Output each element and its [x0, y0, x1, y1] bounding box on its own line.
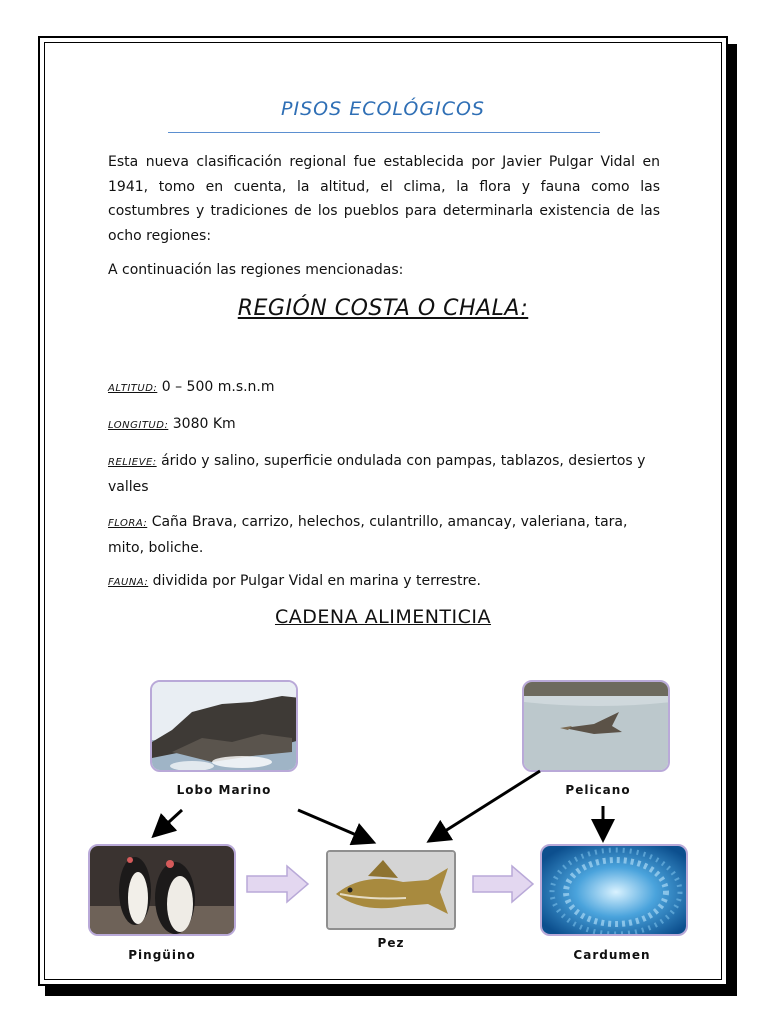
field-value: 3080 Km: [172, 416, 236, 432]
label-pelicano: Pelicano: [565, 783, 631, 797]
arrow-lobo-to-pez: [298, 810, 368, 840]
label-pinguino: Pingüino: [128, 948, 196, 962]
arrow-pinguino-to-pez: [247, 866, 308, 902]
chain-heading: CADENA ALIMENTICIA: [274, 606, 492, 628]
field-value: 0 – 500 m.s.n.m: [161, 379, 275, 395]
field-label: FAUNA:: [108, 577, 149, 588]
field-value: dividida por Pulgar Vidal en marina y terrestre.: [152, 573, 481, 589]
field-label: RELIEVE:: [108, 457, 157, 468]
label-pez: Pez: [377, 936, 405, 950]
document-page: [38, 36, 728, 986]
label-cardumen: Cardumen: [573, 948, 651, 962]
label-lobo-marino: Lobo Marino: [176, 783, 272, 797]
arrow-pelicano-to-pez: [434, 771, 540, 838]
field-value: Caña Brava, carrizo, helechos, culantrillo, amancay, valeriana, tara, mito, boliche.: [108, 514, 628, 556]
region-heading: REGIÓN COSTA O CHALA:: [237, 296, 529, 321]
lead-paragraph: A continuación las regiones mencionadas:: [108, 262, 404, 278]
field-label: ALTITUD:: [108, 383, 158, 394]
intro-paragraph: Esta nueva clasificación regional fue establecida por Javier Pulgar Vidal en 1941, tomo en cuenta, la altitud, el clima, la flora y fauna como las costumbres y tradiciones de los pueblos para determinarla existencia de las ocho regiones:: [108, 154, 660, 244]
field-label: FLORA:: [108, 518, 148, 529]
field-label: LONGITUD:: [108, 420, 169, 431]
food-chain-arrows: [40, 38, 730, 988]
document-title: PISOS ECOLÓGICOS: [281, 98, 485, 120]
field-value: árido y salino, superficie ondulada con pampas, tablazos, desiertos y valles: [108, 453, 646, 495]
arrow-pez-to-cardumen: [473, 866, 533, 902]
arrow-lobo-to-pinguino: [158, 810, 182, 832]
